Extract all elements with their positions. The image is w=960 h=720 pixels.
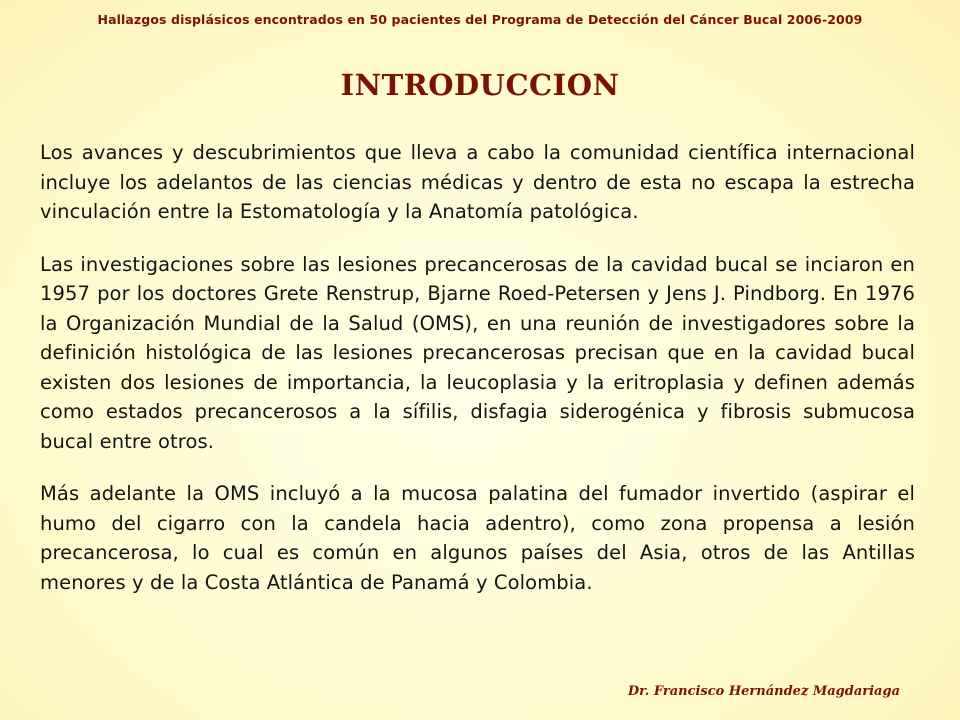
paragraph-1: Los avances y descubrimientos que lleva a cabo la comunidad científica internacional incluye los adelantos de las ciencias médicas y dentro de esta no escapa la estrecha vinculación entre la Estomatología y la Anatomía patológica. bbox=[40, 141, 915, 223]
slide-title: INTRODUCCION bbox=[340, 68, 620, 102]
paragraph-2: Las investigaciones sobre las lesiones precancerosas de la cavidad bucal se inciaron en 1957 por los doctores Grete Renstrup, Bjarne Roed-Petersen y Jens J. Pindborg. En 1976 la Organización Mundial de la Salud (OMS), en una reunión de investigadores sobre la definición histológica de las lesiones precancerosas precisan que en la cavidad bucal existen dos lesiones de importancia, la leucoplasia y la eritroplasia y definen además como estados precancerosos a la sífilis, disfagia siderogénica y fibrosis submucosa bucal entre otros. bbox=[40, 252, 915, 453]
slide-body bbox=[40, 138, 915, 620]
paragraph-3: Más adelante la OMS incluyó a la mucosa palatina del fumador invertido (aspirar el humo del cigarro con la candela hacia adentro), como zona propensa a lesión precancerosa, lo cual es común en algunos países del Asia, otros de las Antillas menores y de la Costa Atlántica de Panamá y Colombia. bbox=[40, 482, 915, 594]
slide-header: Hallazgos displásicos encontrados en 50 pacientes del Programa de Detección del Cáncer Bucal 2006-2009 bbox=[97, 12, 863, 27]
author-footer: Dr. Francisco Hernández Magdariaga bbox=[627, 684, 900, 699]
